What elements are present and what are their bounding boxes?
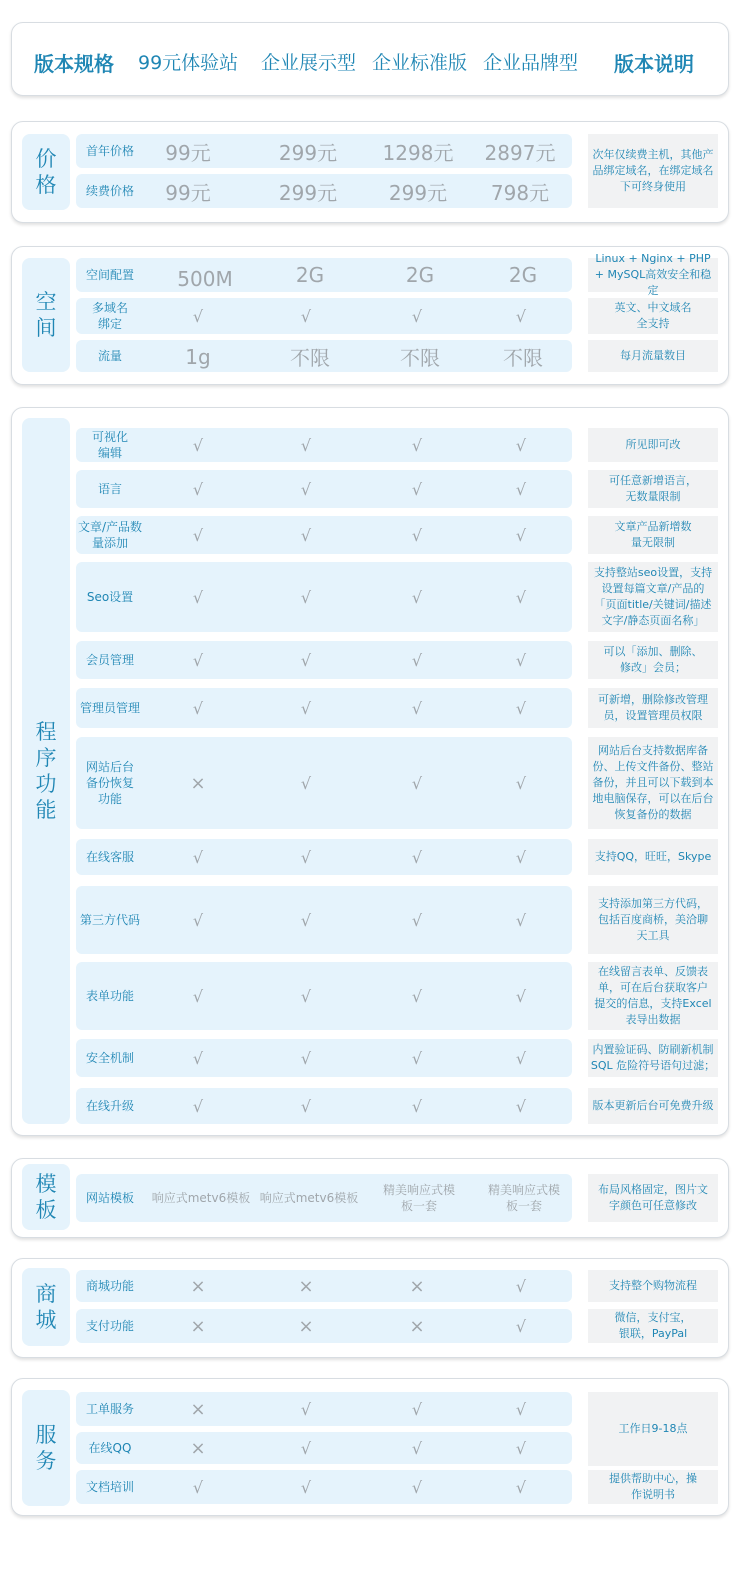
program-row-2-plan-2: √ xyxy=(300,479,312,499)
program-row-12-plan-2: √ xyxy=(300,1096,312,1116)
program-row-1-plan-1: √ xyxy=(192,435,204,455)
space-config-plan-4: 2G xyxy=(508,263,538,287)
service-row-3-plan-1: √ xyxy=(192,1477,204,1497)
program-row-note: 可任意新增语言，无数量限制 xyxy=(588,470,718,508)
program-row-3-plan-1: √ xyxy=(192,525,204,545)
service-row-1-plan-1: × xyxy=(190,1398,206,1420)
template-section-label: 模板 xyxy=(22,1164,70,1230)
program-row-6-plan-1: √ xyxy=(192,698,204,718)
program-row-note: 文章产品新增数量无限制 xyxy=(588,516,718,554)
program-row-11-plan-4: √ xyxy=(515,1048,527,1068)
program-row-12-plan-3: √ xyxy=(411,1096,423,1116)
price-row-renewal-label: 续费价格 xyxy=(85,184,134,198)
mall-row-note: 微信，支付宝，银联，PayPal xyxy=(588,1309,718,1343)
mall-row-2-plan-3: × xyxy=(409,1315,425,1337)
program-row-note: 版本更新后台可免费升级 xyxy=(588,1088,718,1124)
header-version: 版本规格 xyxy=(34,52,114,76)
price-renewal-plan-4: 798元 xyxy=(490,180,550,205)
program-row-note: 支持QQ，旺旺，Skype xyxy=(588,839,718,875)
program-row-2-plan-3: √ xyxy=(411,479,423,499)
program-row-4-plan-1: √ xyxy=(192,587,204,607)
program-row-5-plan-1: √ xyxy=(192,650,204,670)
template-plan-4: 精美响应式模板一套 xyxy=(488,1183,561,1213)
program-row-5-plan-4: √ xyxy=(515,650,527,670)
program-row-3-plan-3: √ xyxy=(411,525,423,545)
program-section-label: 程序功能 xyxy=(22,418,70,1124)
space-domains-plan-3: √ xyxy=(411,306,423,326)
space-traffic-plan-4: 不限 xyxy=(503,345,543,370)
program-row-9-plan-3: √ xyxy=(411,910,423,930)
space-config-plan-3: 2G xyxy=(405,263,435,287)
template-row-label: 网站模板 xyxy=(85,1191,134,1205)
space-traffic-note: 每月流量数目 xyxy=(588,340,718,372)
space-traffic-plan-1: 1g xyxy=(185,345,211,369)
mall-row-2-plan-1: × xyxy=(190,1315,206,1337)
mall-row-1-plan-2: × xyxy=(298,1275,314,1297)
program-row-2-plan-4: √ xyxy=(515,479,527,499)
program-row-note: 所见即可改 xyxy=(588,428,718,462)
service-row-note: 提供帮助中心，操作说明书 xyxy=(588,1470,718,1504)
header-plan-1: 99元体验站 xyxy=(138,52,239,74)
program-row-8-plan-1: √ xyxy=(192,847,204,867)
program-row-label: 语言 xyxy=(97,482,122,496)
space-config-note: Linux + Nginx + PHP + MySQL高效安全和稳定 xyxy=(588,258,718,292)
space-config-plan-1: 500M xyxy=(177,267,233,291)
service-row-1-plan-2: √ xyxy=(300,1399,312,1419)
space-config-plan-2: 2G xyxy=(295,263,325,287)
program-row-3-plan-4: √ xyxy=(515,525,527,545)
program-row-label: 在线客服 xyxy=(85,850,134,864)
program-row-note: 可以「添加、删除、修改」会员； xyxy=(588,641,718,679)
template-plan-1: 响应式metv6模板 xyxy=(151,1191,251,1205)
service-shared-note: 工作日9-18点 xyxy=(588,1392,718,1466)
program-row-8-plan-2: √ xyxy=(300,847,312,867)
program-row-10-plan-1: √ xyxy=(192,986,204,1006)
mall-row-1-plan-3: × xyxy=(409,1275,425,1297)
price-renewal-plan-1: 99元 xyxy=(165,180,211,205)
template-plan-2: 响应式metv6模板 xyxy=(259,1191,359,1205)
service-row-label: 在线QQ xyxy=(88,1441,132,1455)
program-row-note: 内置验证码、防刷新机制SQL 危险符号语句过滤； xyxy=(588,1039,718,1077)
space-traffic-plan-2: 不限 xyxy=(290,345,330,370)
program-row-9-plan-1: √ xyxy=(192,910,204,930)
program-row-9-plan-4: √ xyxy=(515,910,527,930)
service-section-label: 服务 xyxy=(22,1390,70,1506)
space-row-traffic-label: 流量 xyxy=(97,349,122,363)
price-renewal-plan-2: 299元 xyxy=(278,180,338,205)
space-section-label: 空间 xyxy=(22,258,70,372)
service-row-1-plan-3: √ xyxy=(411,1399,423,1419)
program-row-11-plan-2: √ xyxy=(300,1048,312,1068)
program-row-2-plan-1: √ xyxy=(192,479,204,499)
service-row-1-plan-4: √ xyxy=(515,1399,527,1419)
program-row-9-plan-2: √ xyxy=(300,910,312,930)
service-row-2-plan-4: √ xyxy=(515,1438,527,1458)
price-renewal-plan-3: 299元 xyxy=(388,180,448,205)
space-row-domains-label: 多域名绑定 xyxy=(91,301,128,331)
template-plan-3: 精美响应式模板一套 xyxy=(383,1183,456,1213)
program-row-label: 管理员管理 xyxy=(79,701,140,715)
program-row-4-plan-3: √ xyxy=(411,587,423,607)
price-first-year-plan-3: 1298元 xyxy=(382,140,454,165)
mall-row-2-plan-4: √ xyxy=(515,1316,527,1336)
service-row-3-plan-4: √ xyxy=(515,1477,527,1497)
program-row-label: 第三方代码 xyxy=(79,913,140,927)
program-row-label: 表单功能 xyxy=(85,989,134,1003)
mall-row-1-plan-4: √ xyxy=(515,1276,527,1296)
program-row-note: 网站后台支持数据库备份、上传文件备份、整站备份，并且可以下载到本地电脑保存，可以在后台恢复备份的数据 xyxy=(588,737,718,829)
space-row-config-label: 空间配置 xyxy=(85,268,134,282)
program-row-label: 可视化编辑 xyxy=(91,430,128,460)
program-row-8-plan-4: √ xyxy=(515,847,527,867)
header-notes: 版本说明 xyxy=(614,52,694,76)
mall-row-note: 支持整个购物流程 xyxy=(588,1270,718,1302)
program-row-6-plan-2: √ xyxy=(300,698,312,718)
program-row-7-plan-2: √ xyxy=(300,773,312,793)
price-section-label: 价格 xyxy=(22,134,70,210)
service-row-label: 工单服务 xyxy=(85,1402,134,1416)
program-row-12-plan-1: √ xyxy=(192,1096,204,1116)
mall-row-label: 支付功能 xyxy=(85,1319,134,1333)
program-row-10-plan-3: √ xyxy=(411,986,423,1006)
service-row-2-plan-2: √ xyxy=(300,1438,312,1458)
space-traffic-plan-3: 不限 xyxy=(400,345,440,370)
program-row-1-plan-2: √ xyxy=(300,435,312,455)
service-row-3-plan-2: √ xyxy=(300,1477,312,1497)
program-row-label: 会员管理 xyxy=(85,653,134,667)
program-row-4-plan-4: √ xyxy=(515,587,527,607)
price-note: 次年仅续费主机，其他产品绑定域名，在绑定域名下可终身使用 xyxy=(588,134,718,208)
program-row-3-plan-2: √ xyxy=(300,525,312,545)
price-first-year-plan-4: 2897元 xyxy=(484,140,556,165)
program-row-11-plan-1: √ xyxy=(192,1048,204,1068)
program-row-7-plan-4: √ xyxy=(515,773,527,793)
space-domains-plan-2: √ xyxy=(300,306,312,326)
program-row-5-plan-2: √ xyxy=(300,650,312,670)
program-row-7-plan-1: × xyxy=(190,772,206,794)
mall-section-label: 商城 xyxy=(22,1268,70,1346)
program-row-note: 在线留言表单、反馈表单，可在后台获取客户提交的信息，支持Excel表导出数据 xyxy=(588,962,718,1030)
program-row-label: 在线升级 xyxy=(85,1099,134,1113)
program-row-7-plan-3: √ xyxy=(411,773,423,793)
program-row-11-plan-3: √ xyxy=(411,1048,423,1068)
service-row-2-plan-1: × xyxy=(190,1437,206,1459)
program-row-6-plan-3: √ xyxy=(411,698,423,718)
service-row-2-plan-3: √ xyxy=(411,1438,423,1458)
space-domains-plan-1: √ xyxy=(192,306,204,326)
program-row-label: 文章/产品数量添加 xyxy=(77,520,143,550)
mall-row-2-plan-2: × xyxy=(298,1315,314,1337)
price-row-first-year-label: 首年价格 xyxy=(85,144,134,158)
program-row-8-plan-3: √ xyxy=(411,847,423,867)
price-first-year-plan-2: 299元 xyxy=(278,140,338,165)
program-row-1-plan-3: √ xyxy=(411,435,423,455)
template-note: 布局风格固定，图片文字颜色可任意修改 xyxy=(588,1174,718,1222)
program-row-6-plan-4: √ xyxy=(515,698,527,718)
program-row-4-plan-2: √ xyxy=(300,587,312,607)
space-domains-note: 英文、中文域名全支持 xyxy=(588,298,718,334)
program-row-label: 安全机制 xyxy=(85,1051,134,1065)
service-row-3-plan-3: √ xyxy=(411,1477,423,1497)
service-row-label: 文档培训 xyxy=(85,1480,134,1494)
header-plan-2: 企业展示型 xyxy=(261,52,357,74)
program-row-5-plan-3: √ xyxy=(411,650,423,670)
program-row-12-plan-4: √ xyxy=(515,1096,527,1116)
program-row-1-plan-4: √ xyxy=(515,435,527,455)
header-plan-3: 企业标准版 xyxy=(372,52,468,74)
header-plan-4: 企业品牌型 xyxy=(483,52,579,74)
program-row-label: Seo设置 xyxy=(86,590,134,604)
program-row-label: 网站后台备份恢复功能 xyxy=(86,760,135,806)
space-domains-plan-4: √ xyxy=(515,306,527,326)
program-row-10-plan-4: √ xyxy=(515,986,527,1006)
program-row-note: 支持整站seo设置，支持设置每篇文章/产品的「页面title/关键词/描述文字/静态页面名称」 xyxy=(588,562,718,632)
mall-row-1-plan-1: × xyxy=(190,1275,206,1297)
mall-row-label: 商城功能 xyxy=(85,1279,134,1293)
program-row-note: 可新增，删除修改管理员，设置管理员权限 xyxy=(588,688,718,728)
price-first-year-plan-1: 99元 xyxy=(165,140,211,165)
program-row-10-plan-2: √ xyxy=(300,986,312,1006)
program-row-note: 支持添加第三方代码，包括百度商桥，美洽聊天工具 xyxy=(588,886,718,954)
